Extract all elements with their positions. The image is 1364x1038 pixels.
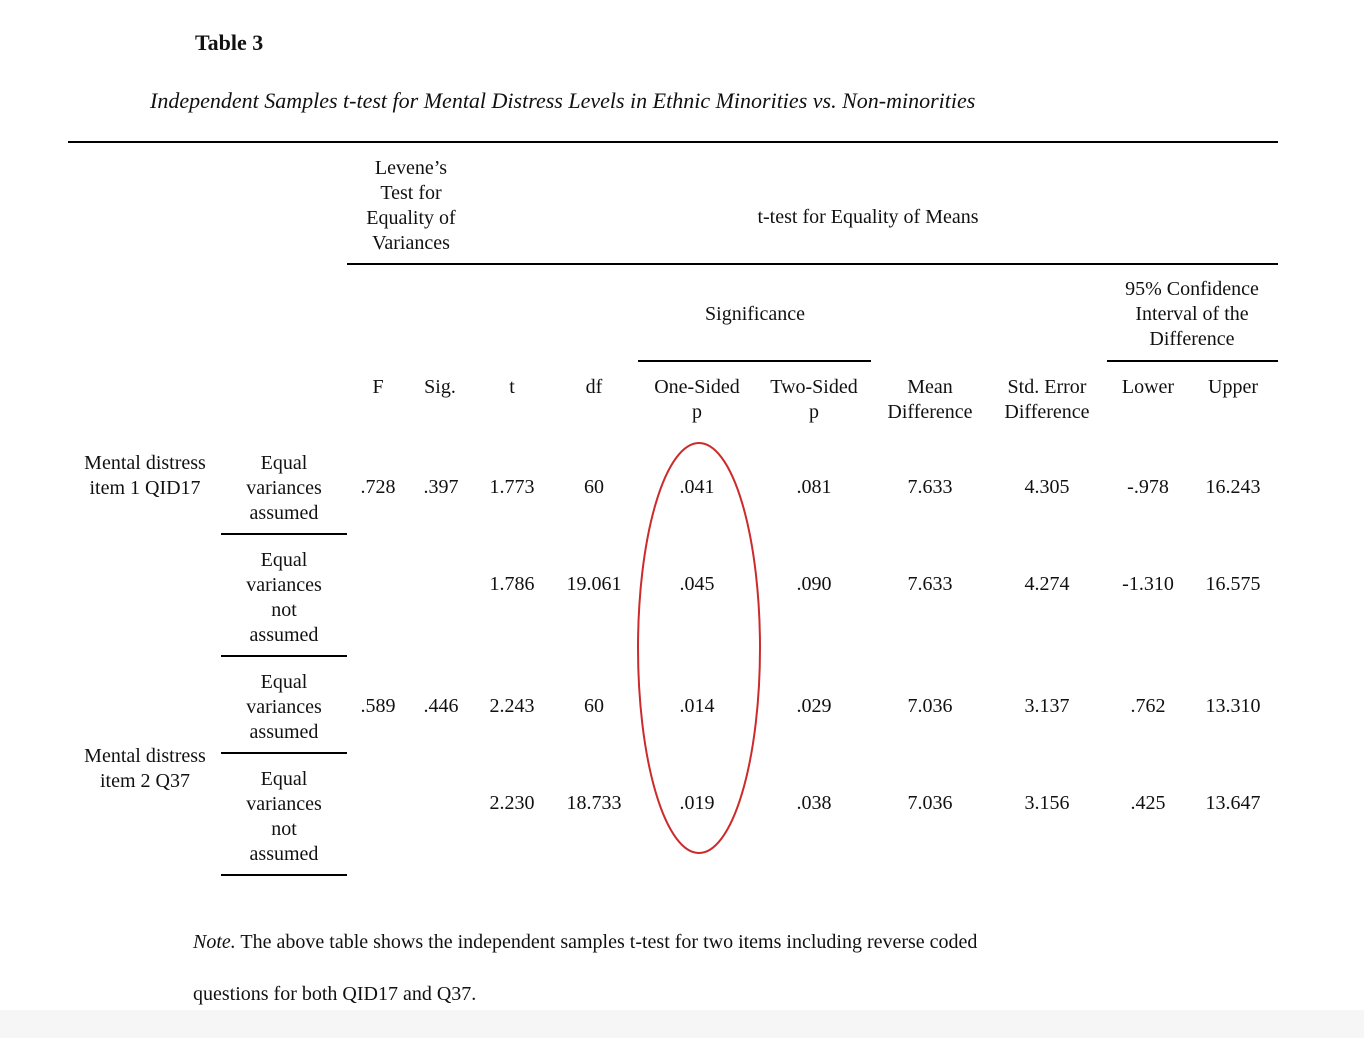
group-label-1: Mental distress item 1 QID17 — [84, 452, 206, 499]
cell-df: 18.733 — [566, 792, 622, 814]
col-header-upper: Upper — [1208, 376, 1258, 398]
row-label-4: Equal variances not assumed — [246, 768, 322, 865]
col-header-df: df — [585, 376, 603, 398]
group-label-2: Mental distress item 2 Q37 — [84, 745, 206, 792]
col-header-std-err: Std. Error Difference — [1004, 376, 1090, 423]
levene-header: Levene’s Test for Equality of Variances — [366, 157, 456, 254]
cell-std-err: 3.137 — [1024, 695, 1070, 717]
cell-t: 2.230 — [489, 792, 535, 814]
table-label: Table 3 — [195, 30, 264, 55]
cell-sig: .446 — [423, 695, 459, 717]
cell-std-err: 4.274 — [1024, 573, 1070, 595]
cell-sig: .397 — [423, 476, 459, 498]
col-header-f: F — [372, 376, 384, 398]
cell-lower: .762 — [1130, 695, 1166, 717]
row-label-3: Equal variances assumed — [246, 671, 322, 743]
note-prefix: Note. — [193, 931, 236, 953]
col-header-two-sided: Two-Sided p — [770, 376, 858, 423]
note-line-1 — [193, 931, 977, 954]
cell-lower: -.978 — [1127, 476, 1169, 498]
ttest-header: t-test for Equality of Means — [757, 206, 979, 228]
cell-lower: -1.310 — [1122, 573, 1174, 595]
cell-std-err: 4.305 — [1024, 476, 1070, 498]
cell-two-sided: .038 — [796, 792, 832, 814]
cell-mean-diff: 7.036 — [907, 695, 953, 717]
cell-one-sided: .045 — [679, 573, 715, 595]
note-line-2: questions for both QID17 and Q37. — [193, 983, 477, 1005]
cell-lower: .425 — [1130, 792, 1166, 814]
cell-one-sided: .041 — [679, 476, 715, 498]
cell-one-sided: .014 — [679, 695, 715, 717]
cell-upper: 16.575 — [1205, 573, 1261, 595]
row-label-1: Equal variances assumed — [246, 452, 322, 524]
note-text-1: The above table shows the independent samples t-test for two items including reverse coded — [240, 931, 978, 953]
table-caption: Independent Samples t-test for Mental Distress Levels in Ethnic Minorities vs. Non-minorities — [150, 88, 976, 113]
significance-header: Significance — [705, 303, 805, 325]
col-header-t: t — [509, 376, 515, 398]
cell-t: 2.243 — [489, 695, 535, 717]
cell-mean-diff: 7.633 — [907, 573, 953, 595]
cell-std-err: 3.156 — [1024, 792, 1070, 814]
cell-mean-diff: 7.633 — [907, 476, 953, 498]
cell-t: 1.786 — [489, 573, 535, 595]
cell-one-sided: .019 — [679, 792, 715, 814]
col-header-one-sided: One-Sided p — [654, 376, 740, 423]
cell-t: 1.773 — [489, 476, 535, 498]
row-label-2: Equal variances not assumed — [246, 549, 322, 646]
cell-upper: 13.310 — [1205, 695, 1261, 717]
cell-df: 60 — [584, 695, 604, 717]
col-header-lower: Lower — [1121, 376, 1175, 398]
page-bottom-edge — [0, 1010, 1364, 1038]
col-header-mean-diff: Mean Difference — [887, 376, 973, 423]
cell-two-sided: .090 — [796, 573, 832, 595]
cell-f: .728 — [360, 476, 396, 498]
cell-f: .589 — [360, 695, 396, 717]
cell-df: 60 — [584, 476, 604, 498]
col-header-sig: Sig. — [424, 376, 456, 398]
cell-two-sided: .029 — [796, 695, 832, 717]
cell-upper: 13.647 — [1205, 792, 1261, 814]
cell-mean-diff: 7.036 — [907, 792, 953, 814]
ci-header: 95% Confidence Interval of the Difference — [1125, 278, 1259, 350]
cell-df: 19.061 — [566, 573, 622, 595]
highlight-ellipse-shape — [638, 443, 760, 853]
cell-two-sided: .081 — [796, 476, 832, 498]
cell-upper: 16.243 — [1205, 476, 1261, 498]
